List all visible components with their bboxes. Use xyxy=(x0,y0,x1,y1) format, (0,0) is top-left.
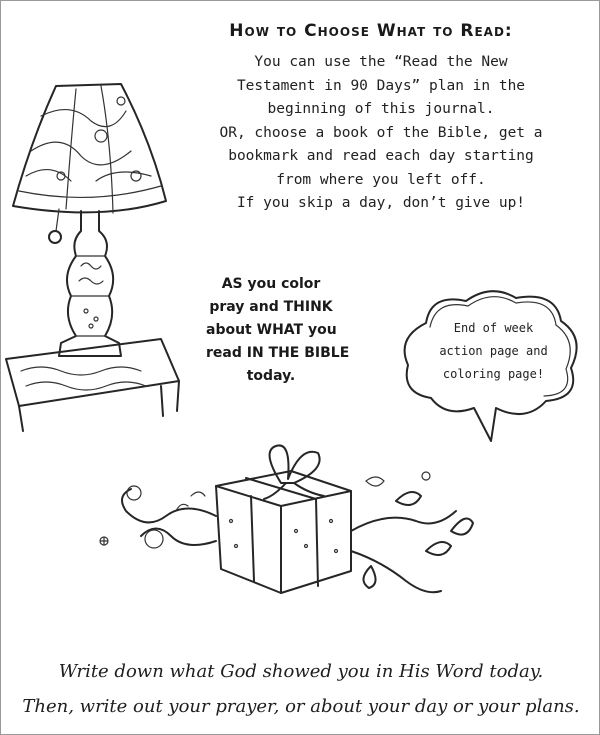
pray-line: AS you color xyxy=(221,276,321,292)
pray-line: today. xyxy=(246,368,296,384)
pray-note xyxy=(206,273,350,388)
gift-illustration xyxy=(96,441,486,611)
bubble-line: End of week xyxy=(453,321,534,335)
instructions-text xyxy=(216,51,546,216)
pray-line: pray and THINK xyxy=(209,299,333,315)
instruction-line: Testament in 90 Days” plan in the xyxy=(236,77,526,94)
pray-line: about WHAT you xyxy=(206,322,337,338)
bubble-text xyxy=(421,317,566,386)
bubble-line: coloring page! xyxy=(442,367,545,381)
instruction-line: OR, choose a book of the Bible, get a xyxy=(219,124,543,141)
instruction-line: You can use the “Read the New xyxy=(254,54,508,70)
instruction-line: bookmark and read each day starting xyxy=(228,148,534,164)
footer-line: Then, write out your prayer, or about your day or your plans. xyxy=(22,696,580,717)
instruction-line: beginning of this journal. xyxy=(267,101,495,117)
bubble-line: action page and xyxy=(439,344,548,358)
footer-line: Write down what God showed you in His Word today. xyxy=(58,661,544,682)
instruction-line: If you skip a day, don’t give up! xyxy=(236,195,526,211)
lamp-illustration xyxy=(1,81,186,441)
pray-line: read IN THE BIBLE xyxy=(206,345,350,361)
instruction-line: from where you left off. xyxy=(276,171,486,188)
page-heading: How to Choose What to Read: xyxy=(229,21,513,41)
